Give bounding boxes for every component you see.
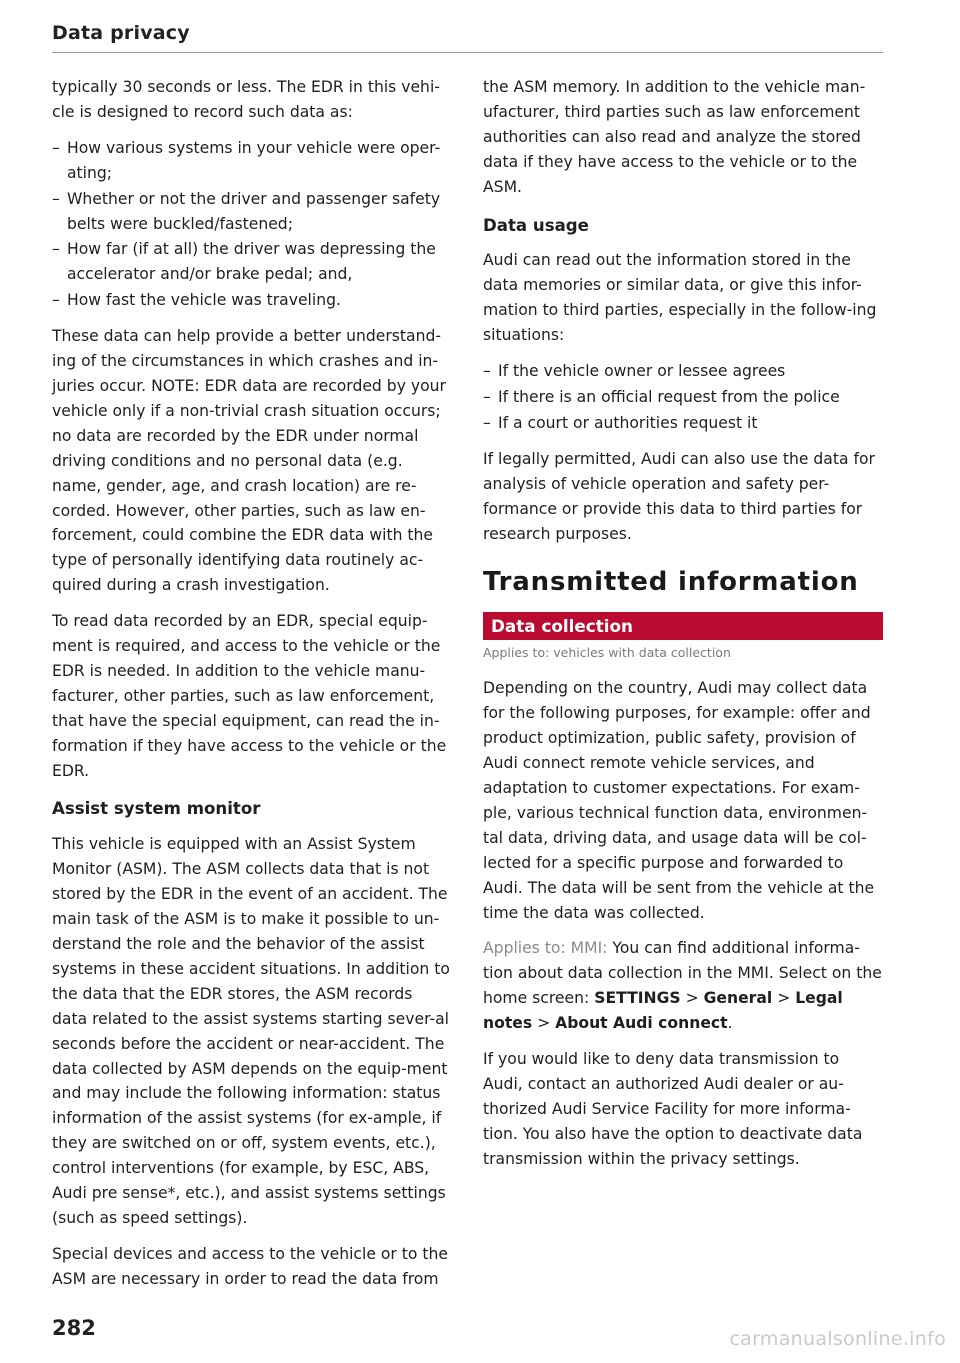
edr-intro-paragraph: typically 30 seconds or less. The EDR in this vehi-cle is designed to record such data as: [52,78,440,121]
list-item: – How various systems in your vehicle were oper-ating; [52,136,452,186]
asm-read-paragraph: Special devices and access to the vehicle or to the ASM are necessary in order to read the data from [52,1244,449,1288]
menu-path-general: General [703,989,773,1008]
list-item: – How far (if at all) the driver was depressing the accelerator and/or brake pedal; and, [52,237,452,287]
mmi-applies-label: Applies to: MMI: [483,939,608,958]
data-usage-paragraph: Audi can read out the information stored in the data memories or similar data, or give this infor-mation to third parties, especially in the follow-ing situations: [483,251,877,345]
mmi-text: You can find additional informa-tion about data collection in the MMI. Select on the home screen: [483,939,882,1008]
watermark: carmanualsonline.info [729,1328,946,1350]
applies-to-note: Applies to: vehicles with data collection [483,645,731,661]
list-item: – Whether or not the driver and passenger safety belts were buckled/fastened; [52,187,452,237]
deny-transmission-paragraph: If you would like to deny data transmission to Audi, contact an authorized Audi dealer or au-thorized Audi Service Facility for more informa-tion. You also have the option to deactivate data transmission within the privacy settings. [483,1050,863,1168]
list-item: – If there is an official request from the police [483,385,883,410]
left-column [52,75,452,1303]
right-column [483,75,883,1183]
list-item: – How fast the vehicle was traveling. [52,288,452,313]
edr-read-paragraph: To read data recorded by an EDR, special equip-ment is required, and access to the vehicle or the EDR is needed. In addition to the vehicle manu-facturer, other parties, such as law enforcement, that have the special equipment, can read the in-formation if they have access to the vehicle or the EDR. [52,612,447,780]
mmi-text-end: . [727,1014,733,1033]
data-usage-list [483,359,883,436]
menu-path-legal-notes: Legal notes [483,989,843,1033]
data-collection-bar: Data collection [483,612,883,640]
data-collection-paragraph: Depending on the country, Audi may collect data for the following purposes, for example: offer and product optimization, public safety, provision of Audi connect remote vehicle services, and adaptation to customer expectations. For exam-ple, various technical function data, environmen-tal data, driving data, and usage data will be col-lected for a specific purpose and forwarded to Audi. The data will be sent from the vehicle at the time the data was collected. [483,679,875,922]
header-divider [52,52,883,53]
menu-path-separator: > [532,1014,556,1033]
menu-path-separator: > [680,989,704,1008]
edr-data-list [52,136,452,313]
asm-memory-paragraph: the ASM memory. In addition to the vehicle man-ufacturer, third parties such as law enforcement authorities can also read and analyze the stored data if they have access to the vehicle or to the ASM. [483,78,866,196]
asm-paragraph: This vehicle is equipped with an Assist System Monitor (ASM). The ASM collects data that is not stored by the EDR in the event of an accident. The main task of the ASM is to make it possible to un-derstand the role and the behavior of the assist systems in these accident situations. In addition to the data that the EDR stores, the ASM records data related to the assist systems starting sever-al seconds before the accident or near-accident. The data collected by ASM depends on the equip-ment and may include the following information: status information of the assist systems (for ex-ample, if they are switched on or off, system events, etc.), control interventions (for example, by ESC, ABS, Audi pre sense*, etc.), and assist systems settings (such as speed settings). [52,835,450,1227]
list-item: – If a court or authorities request it [483,411,883,436]
edr-note-paragraph: These data can help provide a better understand-ing of the circumstances in which crashes and in-juries occur. NOTE: EDR data are recorded by your vehicle only if a non-trivial crash situation occurs; no data are recorded by the EDR under normal driving conditions and no personal data (e.g. name, gender, age, and crash location) are re-corded. However, other parties, such as law en-forcement, could combine the EDR data with the type of personally identifying data routinely ac-quired during a crash investigation. [52,327,446,595]
asm-heading: Assist system monitor [52,799,261,819]
research-paragraph: If legally permitted, Audi can also use the data for analysis of vehicle operation and safety per-formance or provide this data to third parties for research purposes. [483,449,875,543]
mmi-paragraph [483,936,883,1036]
list-item: – If the vehicle owner or lessee agrees [483,359,883,384]
page-number: 282 [52,1316,96,1340]
menu-path-about-audi-connect: About Audi connect [555,1014,728,1033]
menu-path-settings: SETTINGS [594,989,681,1008]
page-title: Data privacy [52,22,190,44]
data-usage-heading: Data usage [483,215,589,235]
section-title: Transmitted information [483,567,859,598]
menu-path-separator: > [772,989,796,1008]
